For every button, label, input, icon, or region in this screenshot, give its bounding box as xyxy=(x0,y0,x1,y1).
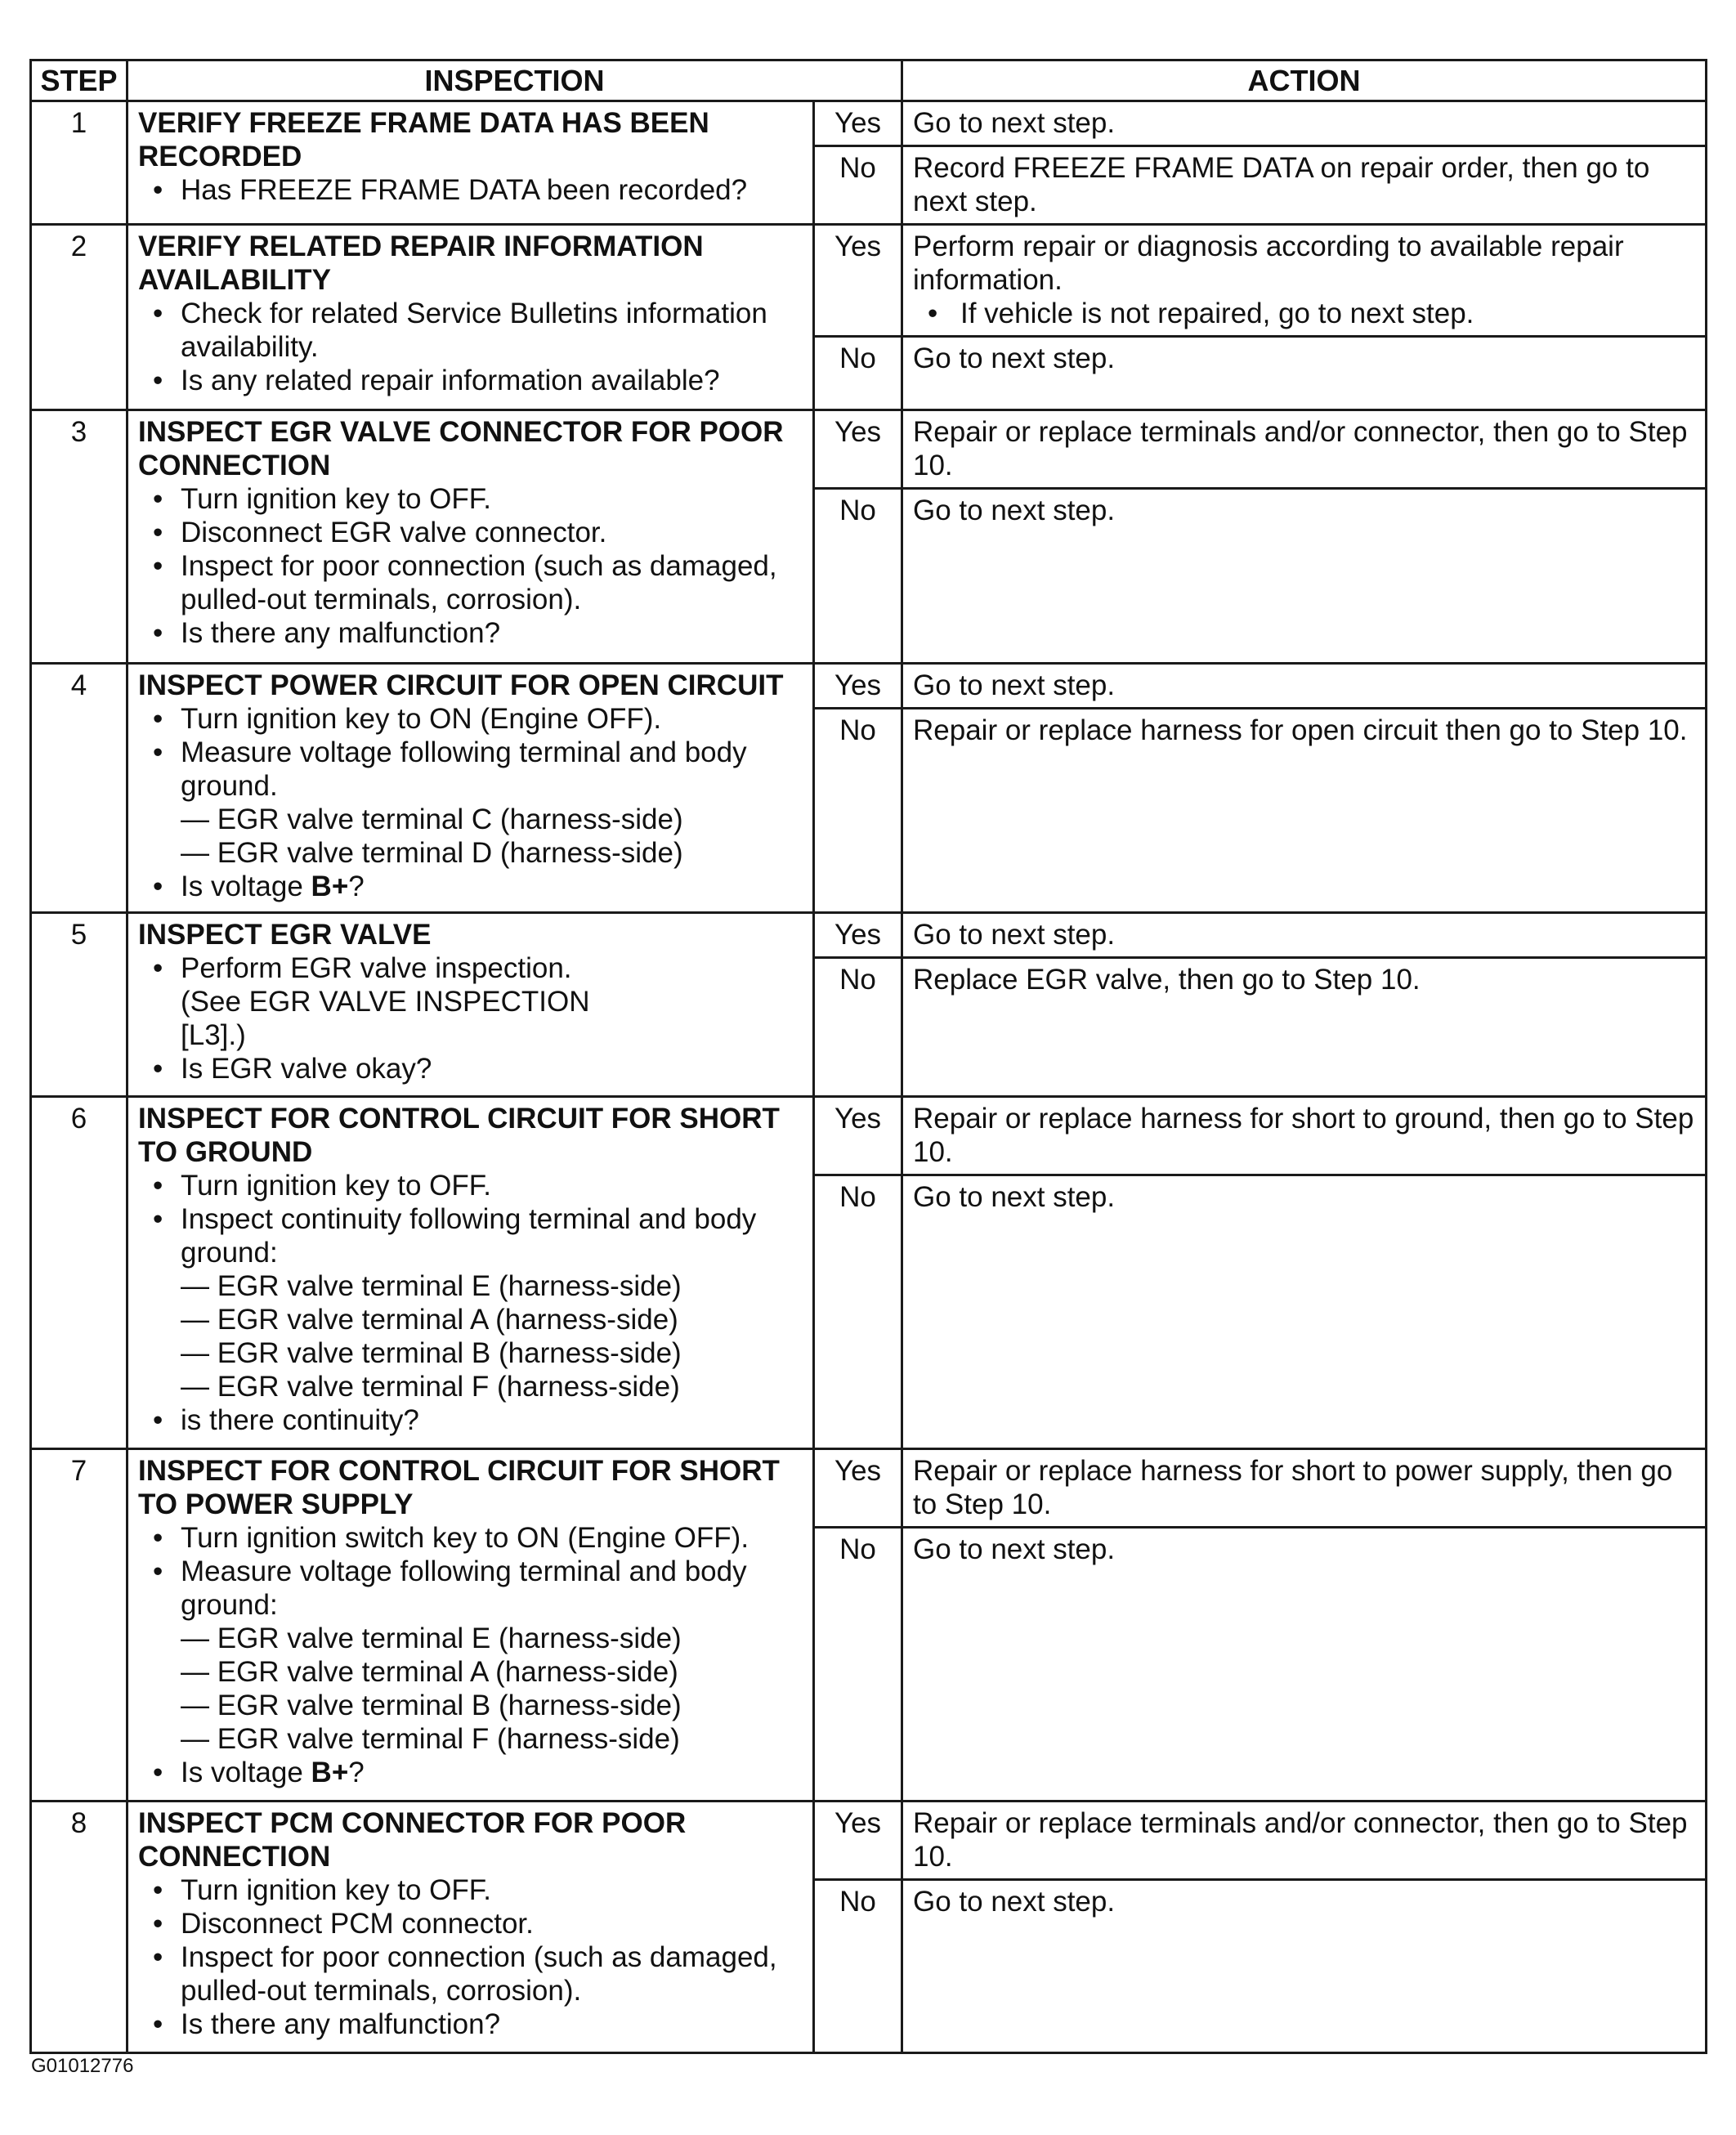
no-label: No xyxy=(814,337,902,410)
terminal-item: — EGR valve terminal F (harness-side) xyxy=(181,1723,680,1755)
no-action: Go to next step. xyxy=(902,489,1707,664)
no-action: Repair or replace harness for open circuit then go to Step 10. xyxy=(902,709,1707,913)
inspection-title: INSPECT FOR CONTROL CIRCUIT FOR SHORT TO GROUND xyxy=(138,1103,780,1168)
inspection-bullet: • Turn ignition key to OFF. xyxy=(138,1873,804,1907)
step-number: 4 xyxy=(31,664,128,913)
inspection-bullets xyxy=(138,1169,804,1437)
inspection-bullet: • Is there any malfunction? xyxy=(138,2007,804,2041)
step-number: 3 xyxy=(31,410,128,664)
inspection-bullet xyxy=(138,870,804,903)
inspection-bullets xyxy=(138,482,804,650)
yes-action: Repair or replace terminals and/or connector, then go to Step 10. xyxy=(902,410,1707,489)
yes-label: Yes xyxy=(814,664,902,709)
bullet-text: Is voltage xyxy=(181,1757,311,1788)
header-inspection: INSPECTION xyxy=(128,60,902,101)
inspection-bullet: • Inspect for poor connection (such as damaged, pulled-out terminals, corrosion). xyxy=(138,549,804,616)
terminal-item: — EGR valve terminal B (harness-side) xyxy=(181,1690,682,1721)
inspection-bullets xyxy=(138,951,804,1085)
inspection-bullet: • Disconnect EGR valve connector. xyxy=(138,516,804,549)
inspection-bullets xyxy=(138,1873,804,2041)
yes-action-bullets xyxy=(913,297,1697,330)
yes-label: Yes xyxy=(814,913,902,958)
no-action: Go to next step. xyxy=(902,1175,1707,1449)
inspection-cell xyxy=(128,225,814,410)
diagnostic-table xyxy=(29,59,1707,2054)
inspection-bullet-text: Inspect continuity following terminal and body ground: xyxy=(181,1203,757,1269)
yes-action: Repair or replace harness for short to ground, then go to Step 10. xyxy=(902,1097,1707,1175)
no-label: No xyxy=(814,709,902,913)
inspection-bullets xyxy=(138,297,804,397)
terminal-item: — EGR valve terminal E (harness-side) xyxy=(181,1270,682,1302)
yes-label: Yes xyxy=(814,101,902,146)
header-action: ACTION xyxy=(902,60,1707,101)
terminal-list xyxy=(181,1622,804,1756)
header-row xyxy=(31,60,1707,101)
inspection-bullet: • Turn ignition key to ON (Engine OFF). xyxy=(138,702,804,736)
yes-label: Yes xyxy=(814,410,902,489)
inspection-cell xyxy=(128,1449,814,1802)
figure-id: G01012776 xyxy=(31,2055,134,2077)
inspection-bullet: • Turn ignition key to OFF. xyxy=(138,1169,804,1202)
yes-action: Go to next step. xyxy=(902,913,1707,958)
step-number: 5 xyxy=(31,913,128,1097)
inspection-bullets xyxy=(138,702,804,903)
yes-label: Yes xyxy=(814,1449,902,1528)
inspection-cell xyxy=(128,913,814,1097)
terminal-item: — EGR valve terminal D (harness-side) xyxy=(181,837,683,869)
yes-label: Yes xyxy=(814,1802,902,1880)
no-action: Record FREEZE FRAME DATA on repair order, then go to next step. xyxy=(902,146,1707,225)
step-row-yes xyxy=(31,1802,1707,1880)
inspection-bullet xyxy=(138,1555,804,1756)
inspection-bullet: • Inspect for poor connection (such as damaged, pulled-out terminals, corrosion). xyxy=(138,1940,804,2007)
inspection-bullet xyxy=(138,1756,804,1789)
terminal-item: — EGR valve terminal A (harness-side) xyxy=(181,1304,678,1336)
yes-action: Go to next step. xyxy=(902,101,1707,146)
inspection-bullet: • Is any related repair information available? xyxy=(138,364,804,397)
inspection-bullet: • Disconnect PCM connector. xyxy=(138,1907,804,1940)
bullet-text: Is voltage xyxy=(181,871,311,902)
inspection-bullet: • Has FREEZE FRAME DATA been recorded? xyxy=(138,173,804,207)
step-number: 7 xyxy=(31,1449,128,1802)
terminal-item: — EGR valve terminal C (harness-side) xyxy=(181,803,683,835)
inspection-title: VERIFY RELATED REPAIR INFORMATION AVAILABILITY xyxy=(138,231,704,296)
yes-action: Go to next step. xyxy=(902,664,1707,709)
no-label: No xyxy=(814,1175,902,1449)
header-step: STEP xyxy=(31,60,128,101)
bullet-bold-value: B+ xyxy=(311,1757,349,1788)
yes-action-bullet: • If vehicle is not repaired, go to next step. xyxy=(913,297,1697,330)
step-row-yes xyxy=(31,225,1707,337)
no-action: Go to next step. xyxy=(902,337,1707,410)
yes-action: Repair or replace terminals and/or connector, then go to Step 10. xyxy=(902,1802,1707,1880)
yes-action: Perform repair or diagnosis according to available repair information. xyxy=(913,231,1624,296)
inspection-bullet-text: Measure voltage following terminal and body ground: xyxy=(181,1555,747,1621)
bullet-bold-value: B+ xyxy=(311,871,349,902)
terminal-list xyxy=(181,1269,804,1403)
inspection-title: INSPECT FOR CONTROL CIRCUIT FOR SHORT TO POWER SUPPLY xyxy=(138,1455,780,1520)
no-action: Go to next step. xyxy=(902,1528,1707,1802)
inspection-bullet: • Turn ignition key to OFF. xyxy=(138,482,804,516)
yes-label: Yes xyxy=(814,1097,902,1175)
inspection-bullet: • Is EGR valve okay? xyxy=(138,1052,592,1085)
terminal-list xyxy=(181,803,804,870)
step-row-yes xyxy=(31,664,1707,709)
inspection-bullets xyxy=(138,1521,804,1789)
inspection-bullet: • is there continuity? xyxy=(138,1403,804,1437)
inspection-bullet: • Is there any malfunction? xyxy=(138,616,804,650)
no-label: No xyxy=(814,146,902,225)
step-row-yes xyxy=(31,410,1707,489)
yes-label: Yes xyxy=(814,225,902,337)
inspection-bullets xyxy=(138,173,804,207)
diagnostic-procedure-sheet xyxy=(29,59,1705,2054)
inspection-title: VERIFY FREEZE FRAME DATA HAS BEEN RECORDED xyxy=(138,107,709,172)
step-number: 8 xyxy=(31,1802,128,2053)
no-label: No xyxy=(814,958,902,1097)
step-number: 1 xyxy=(31,101,128,225)
inspection-cell xyxy=(128,410,814,664)
terminal-item: — EGR valve terminal B (harness-side) xyxy=(181,1337,682,1369)
step-number: 2 xyxy=(31,225,128,410)
inspection-bullet xyxy=(138,1202,804,1403)
inspection-bullet xyxy=(138,736,804,870)
step-row-yes xyxy=(31,913,1707,958)
inspection-title: INSPECT EGR VALVE xyxy=(138,919,432,951)
no-label: No xyxy=(814,1880,902,2053)
inspection-title: INSPECT POWER CIRCUIT FOR OPEN CIRCUIT xyxy=(138,669,784,701)
step-row-yes xyxy=(31,1097,1707,1175)
inspection-bullet: • Turn ignition switch key to ON (Engine OFF). xyxy=(138,1521,804,1555)
yes-action-cell xyxy=(902,225,1707,337)
no-action: Go to next step. xyxy=(902,1880,1707,2053)
terminal-item: — EGR valve terminal F (harness-side) xyxy=(181,1371,680,1403)
inspection-bullet: • Check for related Service Bulletins information availability. xyxy=(138,297,804,364)
inspection-title: INSPECT PCM CONNECTOR FOR POOR CONNECTION xyxy=(138,1807,687,1873)
terminal-item: — EGR valve terminal A (harness-side) xyxy=(181,1656,678,1688)
inspection-bullet: • Perform EGR valve inspection. (See EGR VALVE INSPECTION [L3].) xyxy=(138,951,592,1052)
step-number: 6 xyxy=(31,1097,128,1449)
inspection-bullet-text: Measure voltage following terminal and body ground. xyxy=(181,736,747,802)
inspection-cell xyxy=(128,101,814,225)
inspection-cell xyxy=(128,1802,814,2053)
no-label: No xyxy=(814,489,902,664)
step-row-yes xyxy=(31,101,1707,146)
inspection-cell xyxy=(128,1097,814,1449)
step-row-yes xyxy=(31,1449,1707,1528)
inspection-cell xyxy=(128,664,814,913)
no-action: Replace EGR valve, then go to Step 10. xyxy=(902,958,1707,1097)
no-label: No xyxy=(814,1528,902,1802)
bullet-suffix: ? xyxy=(348,871,365,902)
yes-action: Repair or replace harness for short to power supply, then go to Step 10. xyxy=(902,1449,1707,1528)
inspection-title: INSPECT EGR VALVE CONNECTOR FOR POOR CONNECTION xyxy=(138,416,784,481)
terminal-item: — EGR valve terminal E (harness-side) xyxy=(181,1623,682,1654)
bullet-suffix: ? xyxy=(348,1757,365,1788)
